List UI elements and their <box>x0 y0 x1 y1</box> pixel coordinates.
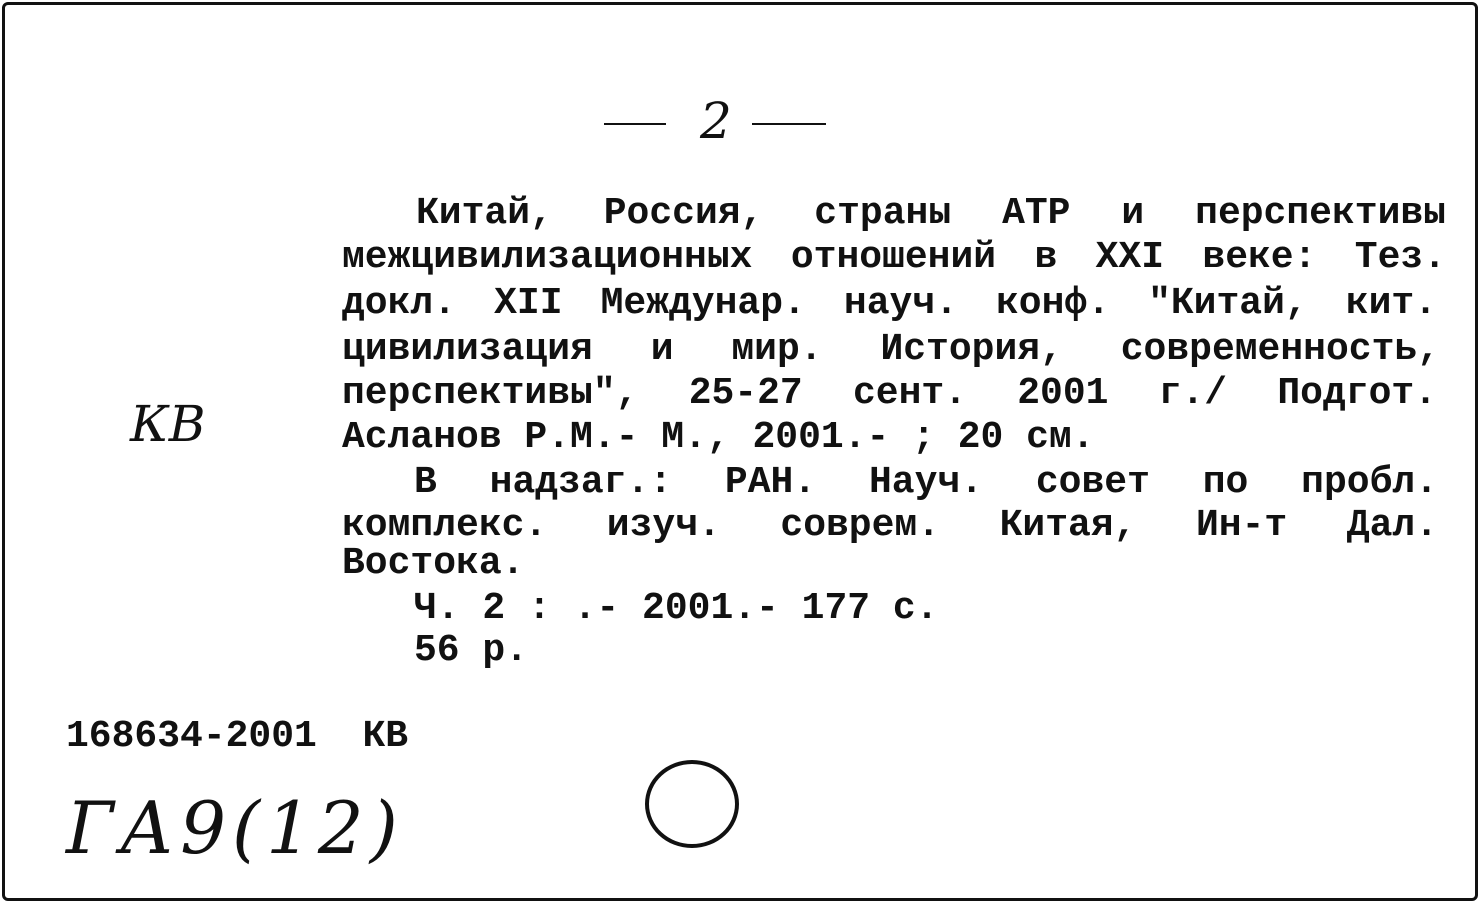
punch-hole <box>645 760 739 848</box>
record-line-5: перспективы", 25-27 сент. 2001 г./ Подгот. <box>342 372 1437 415</box>
header-dash-right <box>752 123 826 125</box>
record-line-6: Асланов Р.М.- М., 2001.- ; 20 см. <box>342 416 1095 459</box>
record-line-10: Ч. 2 : .- 2001.- 177 с. <box>414 587 939 630</box>
side-mark: КВ <box>130 395 206 453</box>
record-line-3: докл. XII Междунар. науч. конф. "Китай, кит. <box>342 282 1437 325</box>
inventory-number: 168634-2001 КВ <box>66 715 409 758</box>
record-line-4: цивилизация и мир. История, современность, <box>342 328 1440 371</box>
record-line-9: Востока. <box>342 542 525 585</box>
shelf-mark: ГА9(12) <box>66 786 404 870</box>
record-line-1: Китай, Россия, страны АТР и перспективы <box>416 192 1446 235</box>
header-dash-left <box>604 123 666 125</box>
page-number: 2 <box>700 92 732 150</box>
record-line-11: 56 р. <box>414 629 529 672</box>
record-line-8: комплекс. изуч. соврем. Китая, Ин-т Дал. <box>342 504 1438 547</box>
record-line-7: В надзаг.: РАН. Науч. совет по пробл. <box>414 461 1438 504</box>
record-line-2: межцивилизационных отношений в XXI веке: Тез. <box>342 236 1446 279</box>
